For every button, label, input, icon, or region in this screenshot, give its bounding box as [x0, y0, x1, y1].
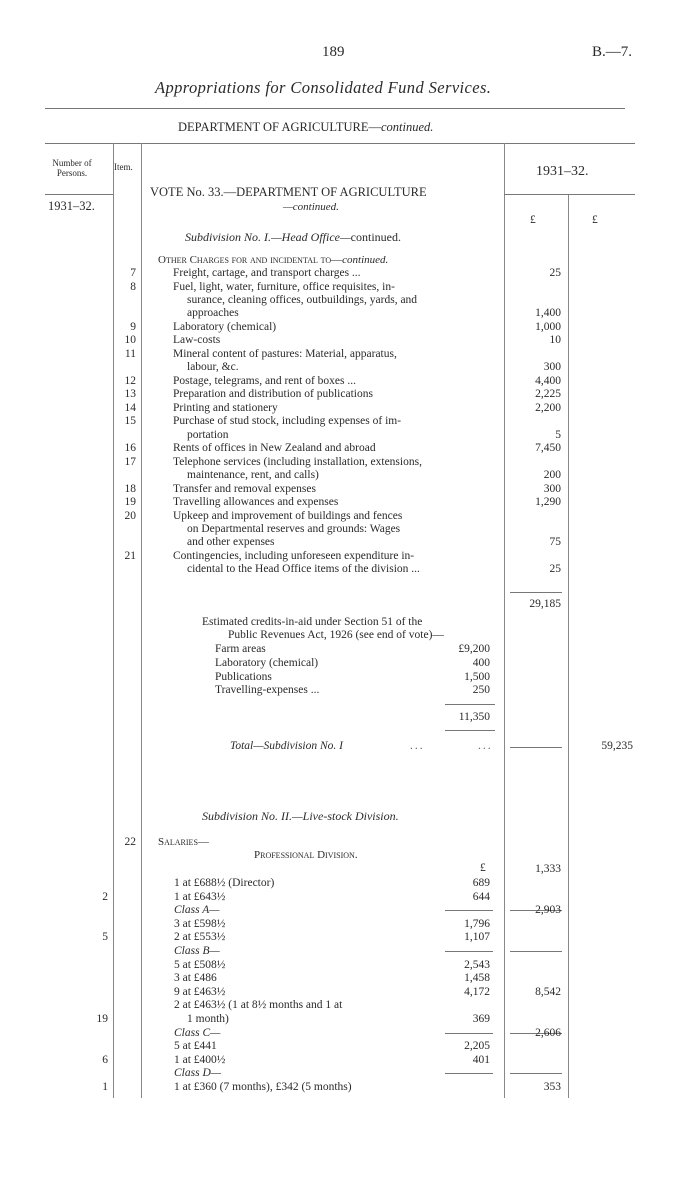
salary-label: 3 at £598½: [174, 917, 226, 930]
total-subdivision-1-label: Total—Subdivision No. I: [230, 740, 343, 752]
salary-label: Class C—: [174, 1026, 221, 1039]
group-total: 1,333: [535, 863, 561, 876]
item-description-line: Transfer and removal expenses: [173, 482, 316, 495]
item-description-line: Freight, cartage, and transport charges ...: [173, 267, 361, 279]
item-amount: 4,400: [535, 374, 561, 387]
salary-label: Class D—: [174, 1067, 221, 1080]
persons-count: 5: [102, 931, 108, 944]
item-description-line: surance, cleaning offices, outbuildings, yards, and: [187, 293, 418, 306]
salary-label: 1 at £688½ (Director): [174, 877, 275, 889]
persons-count: 2: [102, 890, 108, 903]
item-number: 21: [124, 549, 136, 562]
item-description-line: Travelling allowances and expenses: [173, 496, 339, 509]
salary-label: 2 at £553½: [174, 931, 226, 944]
item-description-line: portation: [187, 428, 229, 441]
item-description-line: Printing and stationery: [173, 401, 278, 414]
col-line-amount: [568, 195, 569, 1098]
salary-label: 3 at £486: [174, 972, 217, 985]
credits-total-rule: [445, 730, 495, 731]
pound-col-1: £: [530, 214, 536, 226]
col-line-desc: [504, 143, 505, 1098]
amount-header-rule: [504, 194, 635, 195]
item-number: 12: [124, 374, 136, 387]
item-number: 8: [130, 280, 136, 293]
subdivision-1-subtotal: 29,185: [529, 598, 561, 610]
page-number: 189: [322, 44, 345, 60]
item-number: 17: [124, 455, 136, 468]
item-amount: 1,000: [535, 320, 561, 333]
professional-division-heading: Professional Division.: [254, 849, 358, 861]
salaries-heading: Salaries—: [158, 836, 209, 848]
item-description-line: labour, &c.: [187, 361, 239, 373]
credit-amount: £9,200: [458, 643, 490, 655]
other-charges-heading: Other Charges for and incidental to—continued.: [158, 254, 389, 266]
total-subdivision-1: 59,235: [601, 740, 633, 752]
item-description-line: cidental to the Head Office items of the division ...: [187, 563, 420, 575]
item-description-line: maintenance, rent, and calls): [187, 469, 319, 481]
group-total: 2,606: [535, 1026, 561, 1039]
total-dots-2: ...: [478, 740, 493, 752]
header-rule: [45, 108, 625, 109]
persons-count: 6: [102, 1053, 108, 1066]
col-header-year: 1931–32.: [536, 164, 589, 179]
credit-amount: 250: [472, 684, 490, 697]
group-rule: [510, 1073, 562, 1074]
salary-label: Class A—: [174, 904, 220, 917]
item-amount: 300: [543, 361, 561, 373]
group-rule: [510, 951, 562, 952]
credit-amount: 1,500: [464, 670, 490, 683]
item-amount: 300: [543, 482, 561, 495]
group-total: 2,903: [535, 904, 561, 917]
subdivision-1-heading: Subdivision No. I.—Head Office—continued.: [185, 230, 401, 244]
persons-year: 1931–32.: [48, 199, 95, 213]
salary-amount: 2,543: [464, 958, 490, 971]
credit-label: Laboratory (chemical): [215, 656, 319, 669]
salary-label: 9 at £463½: [174, 985, 226, 998]
salary-label: 1 at £360 (7 months), £342 (5 months): [174, 1081, 352, 1093]
pound-sign: £: [480, 862, 486, 874]
total-dots-1: ...: [410, 740, 425, 752]
credit-label: Publications: [215, 670, 272, 683]
salary-amount: 1,796: [464, 917, 490, 930]
salary-label: 5 at £508½: [174, 958, 226, 971]
salary-amount: 1,458: [464, 972, 490, 985]
item-amount: 2,200: [535, 401, 561, 414]
item-number: 9: [130, 320, 136, 333]
item-amount: 1,290: [535, 496, 561, 509]
salary-label: 2 at £463½ (1 at 8½ months and 1 at: [174, 999, 343, 1012]
salary-amount: 4,172: [464, 985, 490, 998]
item-number: 18: [124, 482, 136, 495]
salary-amount: 1,107: [464, 931, 490, 944]
credits-heading: Estimated credits-in-aid under Section 51 of the Public Revenues Act, 1926 (see end of vote)—: [202, 616, 444, 642]
salary-amount: 369: [472, 1013, 490, 1025]
item-number: 20: [124, 509, 136, 522]
item-amount: 75: [549, 536, 561, 549]
item-description-line: Laboratory (chemical): [173, 320, 277, 333]
group-rule: [445, 1073, 493, 1074]
item-number: 13: [124, 388, 136, 401]
page-title: Appropriations for Consolidated Fund Services.: [155, 78, 492, 97]
salary-label: Class B—: [174, 945, 220, 957]
group-total: 8,542: [535, 985, 561, 998]
item-description-line: Telephone services (including installation, extensions,: [173, 455, 422, 468]
credits-rule: [445, 704, 495, 705]
item-amount: 1,400: [535, 307, 561, 319]
credit-label: Farm areas: [215, 643, 266, 655]
item-amount: 10: [549, 334, 561, 347]
item-number: 15: [124, 415, 136, 428]
group-rule: [445, 951, 493, 952]
item-amount: 2,225: [535, 388, 561, 401]
persons-header-rule: [45, 194, 113, 195]
salary-label: 5 at £441: [174, 1040, 217, 1053]
item-amount: 7,450: [535, 442, 561, 455]
col-header-item: Item.: [114, 162, 133, 172]
item-description-line: Mineral content of pastures: Material, apparatus,: [173, 347, 397, 360]
group-rule: [445, 1033, 493, 1034]
salary-amount: 401: [472, 1053, 490, 1066]
item-number: 19: [124, 496, 136, 509]
total-dash-1: [510, 747, 562, 748]
item-description-line: Upkeep and improvement of buildings and fences: [173, 509, 403, 522]
item-description-line: on Departmental reserves and grounds: Wages: [187, 523, 401, 535]
salary-label: 1 at £400½: [174, 1053, 226, 1066]
item-number: 14: [124, 401, 136, 414]
salary-amount: 2,205: [464, 1040, 490, 1053]
item-number: 22: [124, 836, 136, 848]
item-number: 11: [124, 347, 136, 360]
table-top-rule: [45, 143, 635, 144]
credit-amount: 400: [472, 656, 490, 669]
salary-label: 1 month): [187, 1013, 229, 1025]
group-total: 353: [543, 1081, 561, 1093]
salary-label: 1 at £643½: [174, 890, 226, 903]
persons-count: 1: [102, 1081, 108, 1093]
salary-amount: 689: [472, 877, 490, 889]
item-description-line: Preparation and distribution of publications: [173, 388, 373, 401]
salary-amount: 644: [472, 890, 490, 903]
vote-continued: —continued.: [283, 201, 339, 213]
item-description-line: approaches: [187, 307, 239, 319]
pound-col-2: £: [592, 214, 598, 226]
item-amount: 25: [549, 267, 561, 279]
col-line-item: [141, 143, 142, 1098]
item-number: 10: [124, 334, 136, 347]
item-description-line: Postage, telegrams, and rent of boxes ...: [173, 374, 356, 387]
subdivision-2-heading: Subdivision No. II.—Live-stock Division.: [202, 809, 399, 823]
document-reference: B.—7.: [592, 44, 633, 60]
credits-total: 11,350: [458, 711, 490, 723]
item-amount: 5: [555, 428, 561, 441]
item-description-line: Contingencies, including unforeseen expenditure in-: [173, 549, 415, 562]
vote-title: VOTE No. 33.—DEPARTMENT OF AGRICULTURE: [150, 185, 427, 199]
item-number: 16: [124, 442, 136, 455]
item-description-line: Rents of offices in New Zealand and abroad: [173, 442, 376, 455]
persons-count: 19: [96, 1013, 108, 1025]
item-amount: 200: [543, 469, 561, 481]
item-description-line: Law-costs: [173, 334, 221, 347]
department-heading: DEPARTMENT OF AGRICULTURE—continued.: [178, 120, 434, 134]
item-number: 7: [130, 267, 136, 279]
item-description-line: Fuel, light, water, furniture, office requisites, in-: [173, 280, 395, 293]
credit-label: Travelling-expenses ...: [215, 684, 320, 697]
item-description-line: and other expenses: [187, 536, 275, 549]
item-description-line: Purchase of stud stock, including expenses of im-: [173, 415, 402, 428]
col-header-persons: Number of Persons.: [52, 158, 92, 178]
group-rule: [445, 910, 493, 911]
item-amount: 25: [549, 563, 561, 575]
subtotal-rule: [510, 592, 562, 593]
